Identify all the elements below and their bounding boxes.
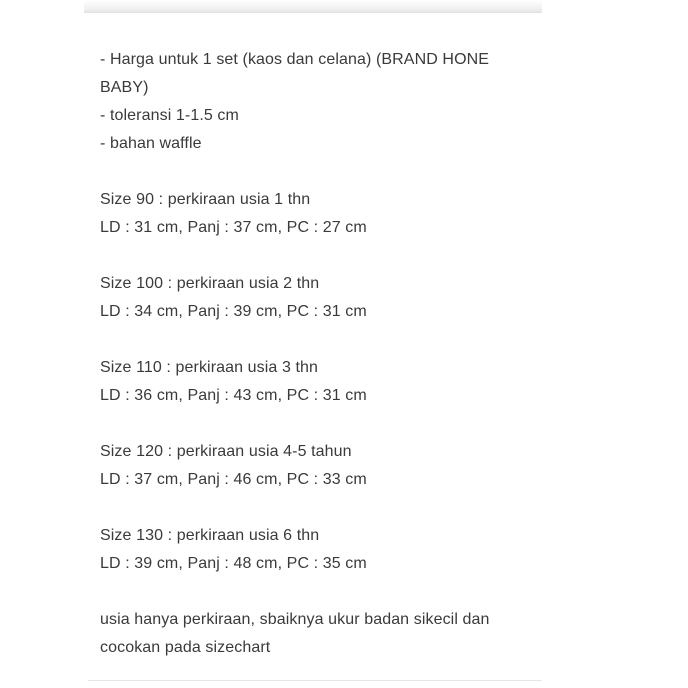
- spacer: [100, 494, 540, 522]
- note-line-sizechart: cocokan pada sizechart: [100, 639, 271, 656]
- spacer: [100, 410, 540, 438]
- size-block-120: [100, 438, 540, 494]
- bottom-divider: [88, 680, 542, 681]
- size-measurements: LD : 36 cm, Panj : 43 cm, PC : 31 cm: [100, 387, 367, 404]
- description-line-brand: BABY): [100, 79, 149, 96]
- size-block-100: [100, 270, 540, 326]
- spacer: [100, 578, 540, 606]
- size-measurements: LD : 37 cm, Panj : 46 cm, PC : 33 cm: [100, 471, 367, 488]
- description-line-material: - bahan waffle: [100, 135, 202, 152]
- description-line-tolerance: - toleransi 1-1.5 cm: [100, 107, 239, 124]
- size-block-90: [100, 186, 540, 242]
- product-description: [100, 46, 540, 662]
- note-line-age: usia hanya perkiraan, sbaiknya ukur badan sikecil dan: [100, 611, 490, 628]
- spacer: [100, 326, 540, 354]
- size-title: Size 90 : perkiraan usia 1 thn: [100, 191, 311, 208]
- size-measurements: LD : 39 cm, Panj : 48 cm, PC : 35 cm: [100, 555, 367, 572]
- top-divider: [84, 0, 542, 13]
- spacer: [100, 242, 540, 270]
- spacer: [100, 158, 540, 186]
- size-title: Size 100 : perkiraan usia 2 thn: [100, 275, 320, 292]
- size-measurements: LD : 34 cm, Panj : 39 cm, PC : 31 cm: [100, 303, 367, 320]
- size-title: Size 130 : perkiraan usia 6 thn: [100, 527, 320, 544]
- size-title: Size 110 : perkiraan usia 3 thn: [100, 359, 319, 376]
- description-line-price: - Harga untuk 1 set (kaos dan celana) (BRAND HONE: [100, 51, 490, 68]
- size-measurements: LD : 31 cm, Panj : 37 cm, PC : 27 cm: [100, 219, 367, 236]
- size-block-130: [100, 522, 540, 578]
- size-title: Size 120 : perkiraan usia 4-5 tahun: [100, 443, 352, 460]
- size-block-110: [100, 354, 540, 410]
